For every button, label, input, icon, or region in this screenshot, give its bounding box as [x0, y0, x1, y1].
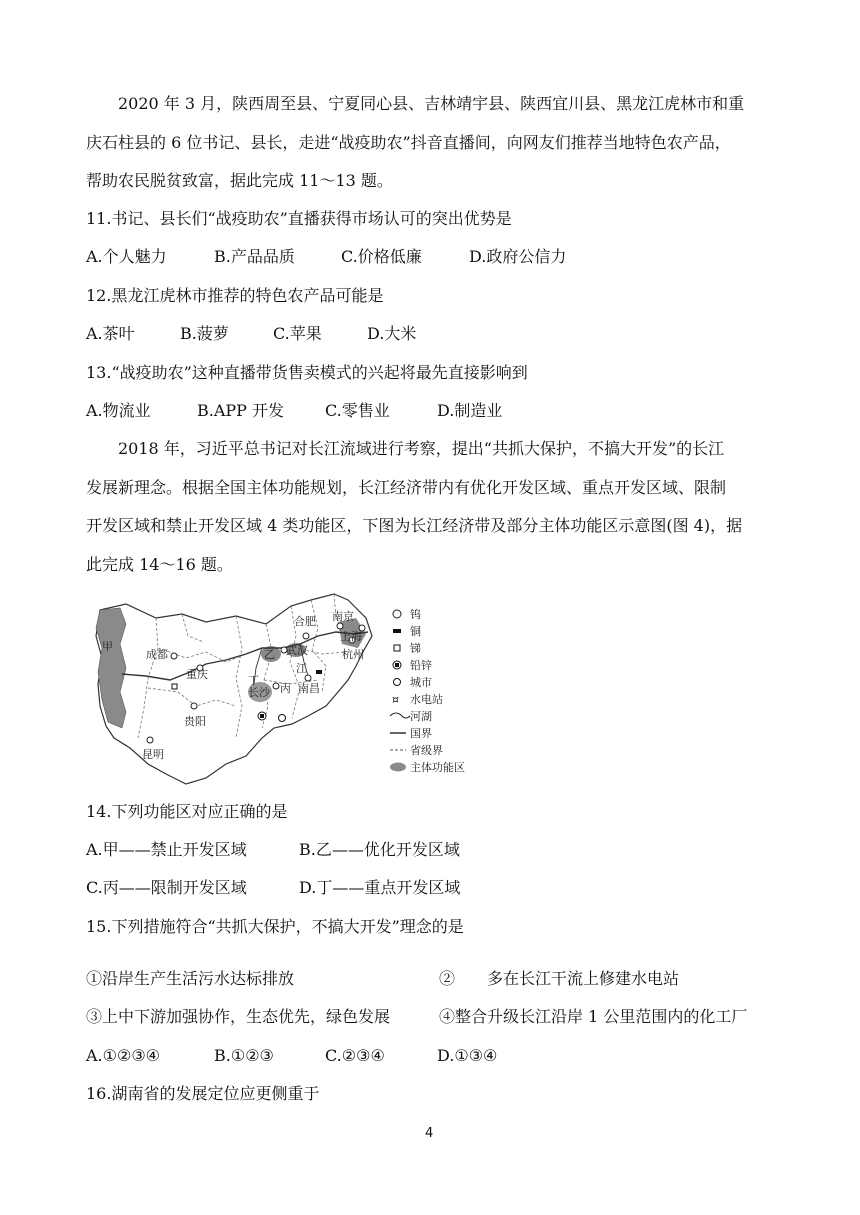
q14-option-d: D.丁——重点开发区域	[299, 878, 461, 897]
q12-stem: 12.黑龙江虎林市推荐的特色农产品可能是	[86, 286, 384, 305]
label-jia: 甲	[102, 640, 113, 653]
q11-stem: 11.书记、县长们“战疫助农”直播获得市场认可的突出优势是	[86, 209, 512, 228]
legend-tungsten-icon	[393, 610, 401, 618]
q15-item-4: ④整合升级长江沿岸 1 公里范围内的化工厂	[439, 1007, 748, 1026]
label-chongqing: 重庆	[186, 668, 208, 681]
q15-option-c: C.②③④	[325, 1046, 385, 1065]
yangtze-economic-belt-map	[86, 588, 476, 788]
page-number: 4	[425, 1126, 434, 1141]
copper-symbol	[316, 670, 322, 674]
q14-option-c: C.丙——限制开发区域	[86, 878, 247, 897]
legend-copper: 铜	[410, 625, 421, 638]
intro2-line-3: 开发区域和禁止开发区域 4 类功能区，下图为长江经济带及部分主体功能区示意图(图 4)，据	[86, 516, 743, 535]
intro1-line-2: 庆石柱县的 6 位书记、县长，走进“战疫助农”抖音直播间，向网友们推荐当地特色农产品，	[86, 133, 731, 152]
label-hefei: 合肥	[294, 615, 316, 628]
label-jiang: 江	[296, 662, 307, 675]
legend-city-icon	[394, 679, 401, 686]
belt-outline	[96, 594, 372, 784]
legend-zone: 主体功能区	[410, 761, 465, 774]
legend-tungsten: 钨	[410, 608, 421, 621]
legend-leadzinc: 铅锌	[410, 659, 432, 672]
q15-item-3: ③上中下游加强协作，生态优先，绿色发展	[86, 1007, 391, 1026]
legend-zone-icon	[390, 763, 406, 772]
q11-option-d: D.政府公信力	[469, 247, 567, 266]
zone-jia	[96, 608, 126, 728]
q13-option-b: B.APP 开发	[197, 401, 285, 420]
legend-province: 省级界	[410, 744, 443, 757]
label-nanjing: 南京	[332, 610, 354, 623]
q15-item-2: ② 多在长江干流上修建水电站	[439, 969, 680, 988]
legend-hydro-icon: ¤	[392, 693, 399, 706]
q13-stem: 13.“战疫助农”这种直播带货售卖模式的兴起将最先直接影响到	[86, 363, 528, 382]
label-shanghai: 上海	[340, 630, 362, 643]
q15-option-a: A.①②③④	[86, 1046, 161, 1065]
label-yi: 乙	[264, 648, 275, 661]
label-bing: 丙	[280, 682, 291, 695]
q15-item-1: ①沿岸生产生活污水达标排放	[86, 969, 295, 988]
q12-option-c: C.苹果	[273, 324, 322, 343]
legend-river: 河湖	[410, 710, 432, 723]
legend-antimony-icon	[394, 645, 400, 651]
q14-stem: 14.下列功能区对应正确的是	[86, 802, 288, 821]
q12-option-d: D.大米	[367, 324, 417, 343]
q15-option-d: D.①③④	[437, 1046, 498, 1065]
label-guiyang: 贵阳	[184, 715, 206, 728]
intro2-line-1: 2018 年，习近平总书记对长江流域进行考察，提出“共抓大保护，不搞大开发”的长江	[118, 439, 725, 458]
q12-option-a: A.茶叶	[86, 324, 135, 343]
label-wuhan: 武汉	[286, 644, 308, 657]
q14-option-a: A.甲——禁止开发区域	[86, 840, 247, 859]
map-legend	[390, 607, 465, 774]
q15-stem: 15.下列措施符合“共抓大保护，不搞大开发”理念的是	[86, 917, 464, 936]
label-chengdu: 成都	[146, 648, 168, 661]
legend-leadzinc-core	[395, 663, 399, 667]
intro2-line-4: 此完成 14～16 题。	[86, 555, 233, 574]
label-changsha: 长沙	[248, 686, 270, 699]
map-svg	[86, 588, 476, 788]
intro1-line-1: 2020 年 3 月，陕西周至县、宁夏同心县、吉林靖宇县、陕西宜川县、黑龙江虎林市和重	[118, 94, 745, 113]
legend-city: 城市	[410, 676, 432, 689]
label-ding: 丁	[248, 674, 259, 687]
q14-option-b: B.乙——优化开发区域	[299, 840, 460, 859]
q13-option-d: D.制造业	[437, 401, 503, 420]
lead-zinc-core	[260, 714, 264, 718]
legend-river-icon	[390, 713, 410, 718]
intro2-line-2: 发展新理念。根据全国主体功能规划，长江经济带内有优化开发区域、重点开发区域、限制	[86, 478, 727, 497]
q11-option-c: C.价格低廉	[341, 247, 422, 266]
q15-option-b: B.①②③	[214, 1046, 274, 1065]
legend-border: 国界	[410, 727, 432, 740]
antimony-symbol	[172, 684, 177, 689]
q13-option-a: A.物流业	[86, 401, 151, 420]
q11-option-b: B.产品品质	[214, 247, 295, 266]
q13-option-c: C.零售业	[325, 401, 390, 420]
legend-copper-icon	[393, 629, 401, 633]
label-kunming: 昆明	[142, 748, 164, 761]
legend-antimony: 锑	[410, 642, 421, 655]
q16-stem: 16.湖南省的发展定位应更侧重于	[86, 1084, 320, 1103]
label-hangzhou: 杭州	[342, 648, 364, 661]
tungsten-symbol	[279, 715, 286, 722]
legend-hydro: 水电站	[410, 693, 443, 706]
label-nanchang: 南昌	[298, 682, 320, 695]
q11-option-a: A.个人魅力	[86, 247, 167, 266]
intro1-line-3: 帮助农民脱贫致富，据此完成 11～13 题。	[86, 171, 393, 190]
q12-option-b: B.菠萝	[180, 324, 229, 343]
